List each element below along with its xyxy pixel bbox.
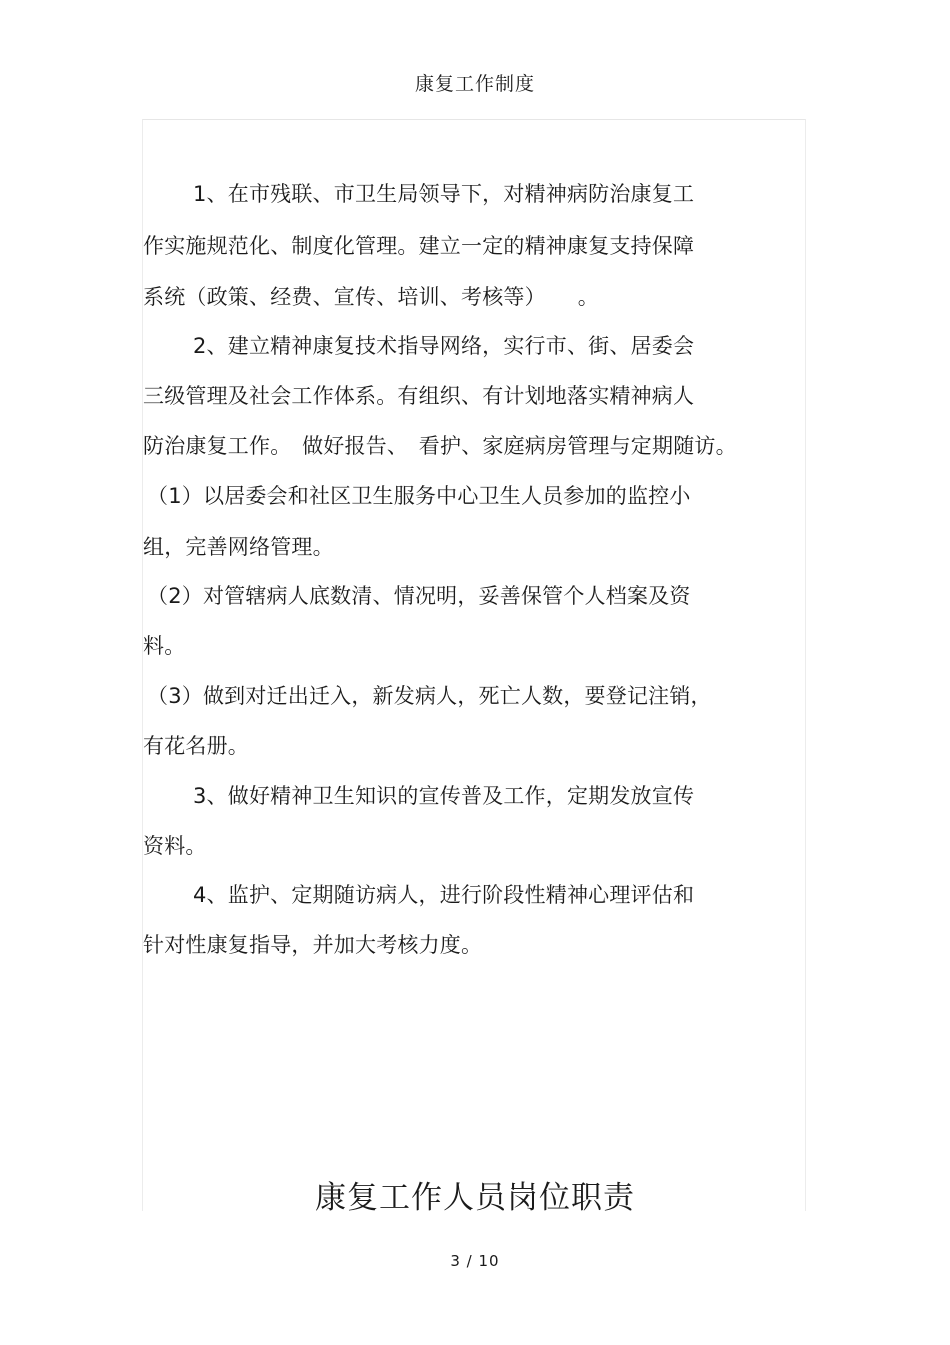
body-line-1: 1、在市残联、市卫生局领导下，对精神病防治康复工 [193,182,695,206]
page-number: 3 / 10 [450,1252,500,1270]
body-line-15: 4、监护、定期随访病人，进行阶段性精神心理评估和 [193,883,695,907]
body-line-8: 组，完善网络管理。 [143,535,334,559]
body-line-13: 3、做好精神卫生知识的宣传普及工作，定期发放宣传 [193,784,695,808]
document-header-title: 康复工作制度 [414,73,535,95]
body-line-12: 有花名册。 [143,734,249,758]
body-line-2: 作实施规范化、制度化管理。建立一定的精神康复支持保障 [143,234,695,258]
body-line-9: （2）对管辖病人底数清、情况明，妥善保管个人档案及资 [147,584,691,608]
body-line-6: 防治康复工作。 做好报告、 看护、家庭病房管理与定期随访。 [143,434,737,458]
section-heading: 康复工作人员岗位职责 [315,1180,635,1216]
body-line-11: （3）做到对迁出迁入，新发病人，死亡人数，要登记注销， [147,684,712,708]
body-line-7: （1）以居委会和社区卫生服务中心卫生人员参加的监控小 [147,484,691,508]
body-line-4: 2、建立精神康复技术指导网络，实行市、街、居委会 [193,334,695,358]
body-line-5: 三级管理及社会工作体系。有组织、有计划地落实精神病人 [143,384,695,408]
body-line-16: 针对性康复指导，并加大考核力度。 [143,933,483,957]
body-line-3: 系统（政策、经费、宣传、培训、考核等） 。 [143,285,599,309]
body-line-14: 资料。 [143,834,207,858]
body-line-10: 料。 [143,634,186,658]
